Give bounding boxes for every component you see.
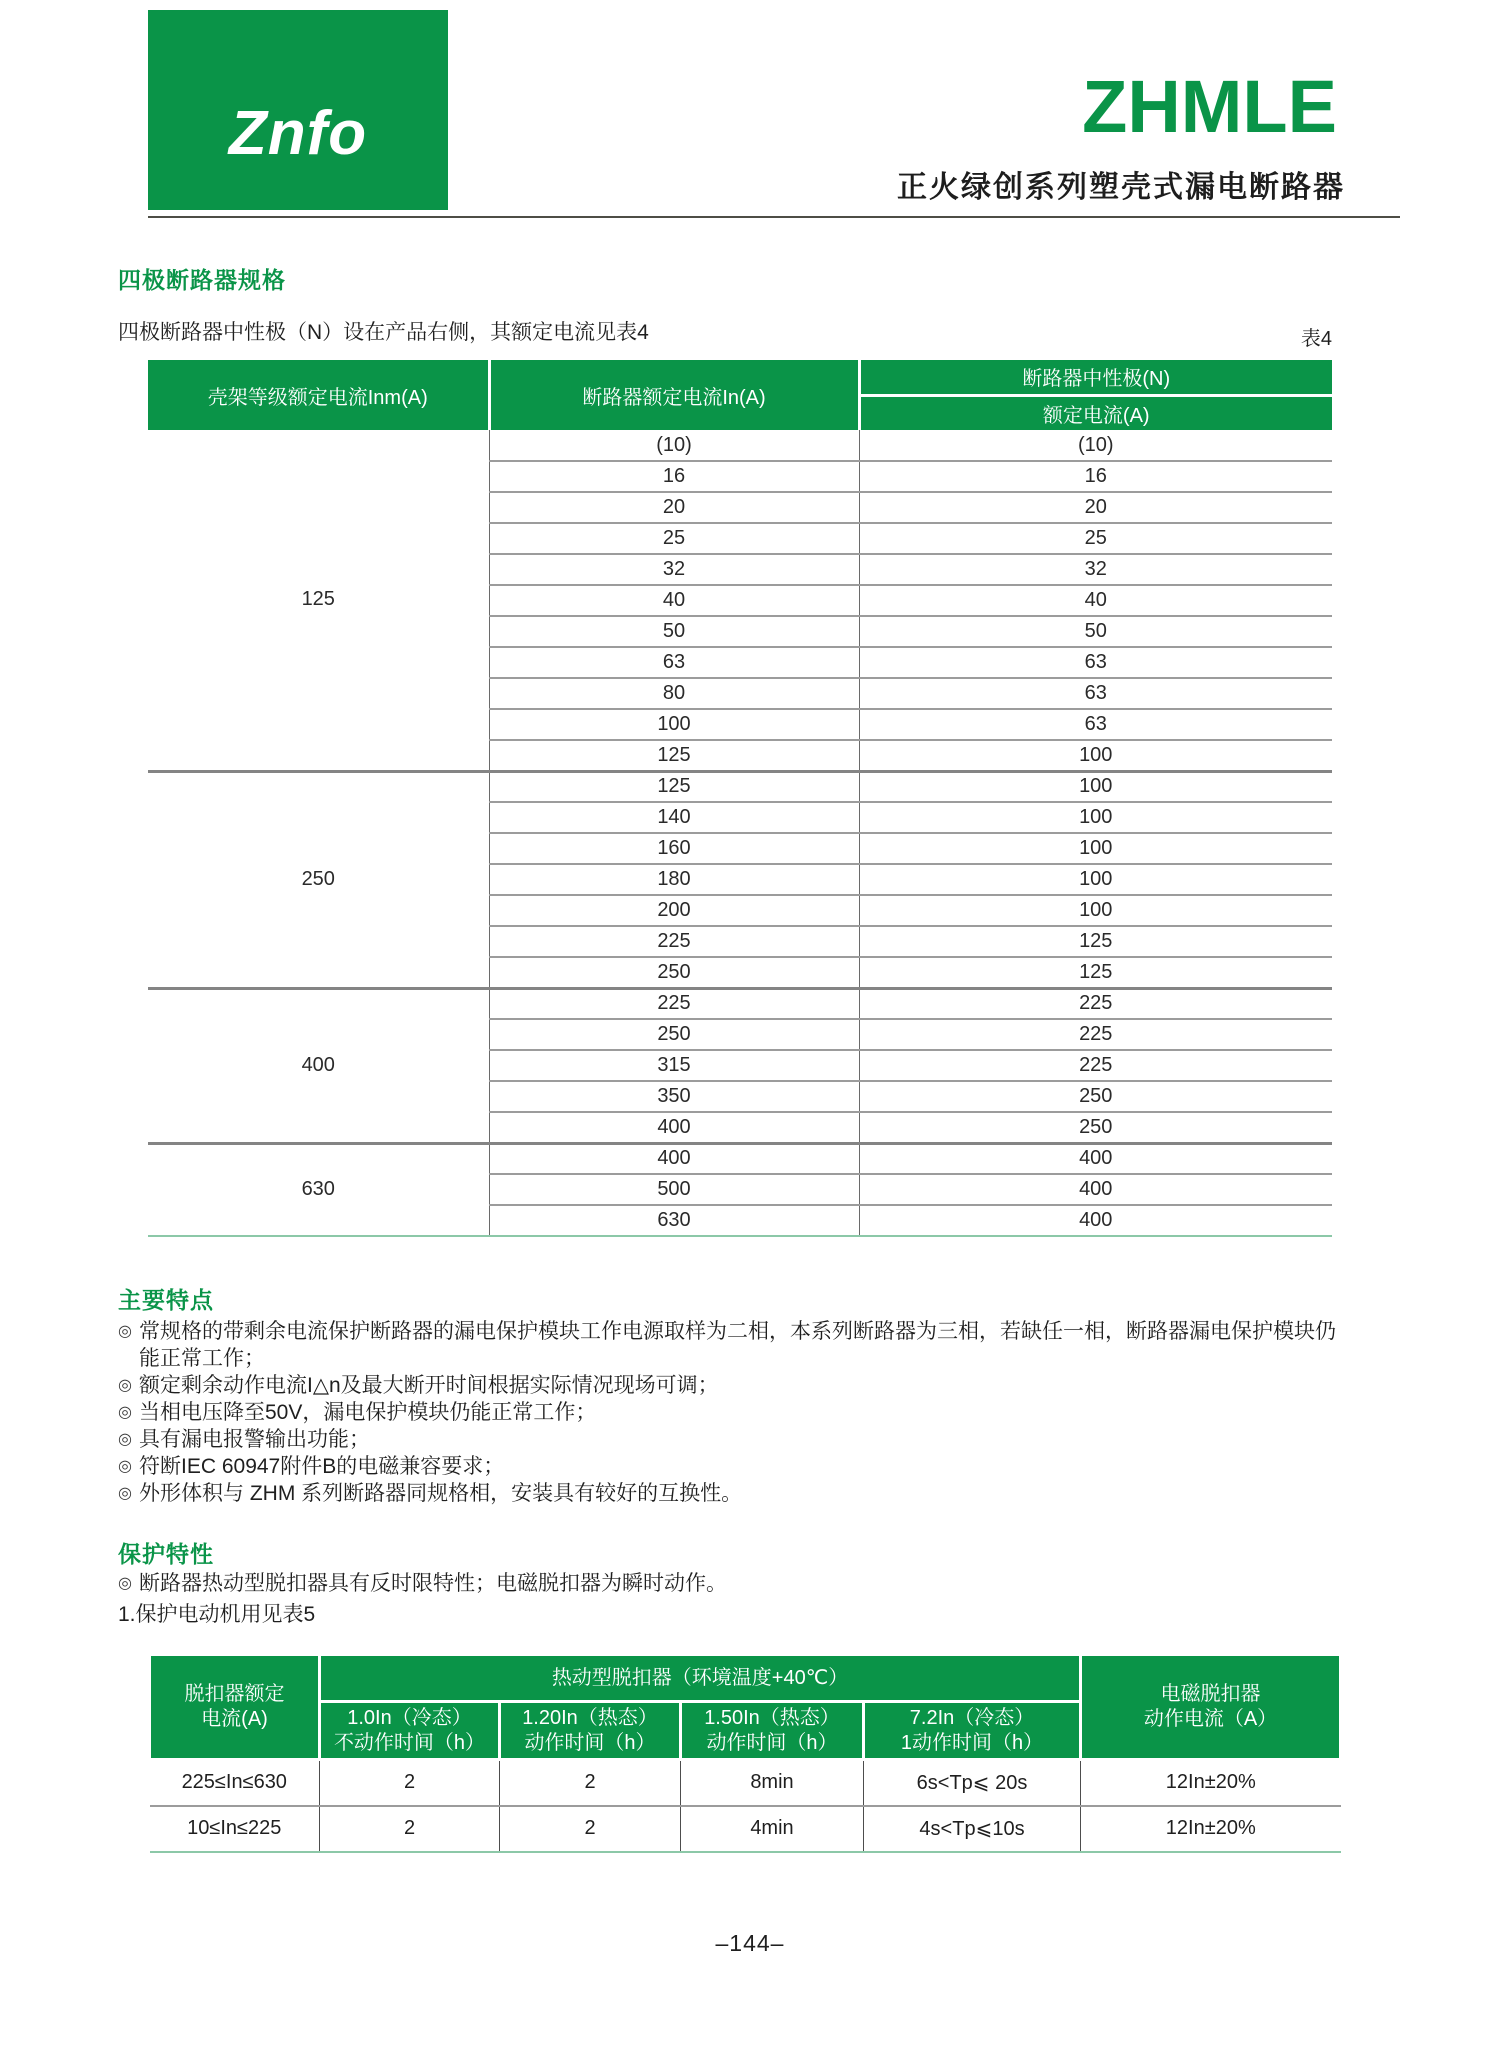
brand-logo-text: Znfo — [228, 99, 368, 168]
neutral-current-cell: 125 — [859, 957, 1332, 988]
bullet-icon: ◎ — [118, 1485, 132, 1502]
sub-header-1-0in — [320, 1702, 500, 1760]
feature-bullet — [118, 1372, 1348, 1399]
feature-bullet — [118, 1480, 1348, 1507]
feature-bullet — [118, 1453, 1348, 1480]
trip-value-cell: 6s<Tp⩽ 20s — [864, 1760, 1081, 1806]
protection-bullet-list — [118, 1570, 1348, 1597]
feature-bullet-text: 具有漏电报警输出功能； — [139, 1428, 370, 1451]
header-line: 脱扣器额定 — [184, 1683, 285, 1705]
rated-current-cell: 125 — [489, 771, 859, 802]
neutral-current-cell: 100 — [859, 802, 1332, 833]
trip-value-cell: 4s<Tp⩽10s — [864, 1806, 1081, 1852]
rated-current-cell: 250 — [489, 957, 859, 988]
neutral-current-cell: 63 — [859, 678, 1332, 709]
product-code: ZHMLE — [1082, 65, 1337, 148]
rated-current-cell: 400 — [489, 1143, 859, 1174]
trip-value-cell: 12In±20% — [1081, 1760, 1341, 1806]
header-line: 1.20In（热态） — [522, 1706, 658, 1729]
rated-current-cell: 225 — [489, 926, 859, 957]
rated-current-cell: 125 — [489, 740, 859, 771]
rated-current-cell: 80 — [489, 678, 859, 709]
neutral-current-cell: 100 — [859, 864, 1332, 895]
rated-current-cell: 16 — [489, 461, 859, 492]
col-header-neutral-rated-current: 额定电流(A) — [859, 395, 1332, 430]
header-line: 1动作时间（h） — [900, 1731, 1044, 1754]
neutral-current-cell: 225 — [859, 1050, 1332, 1081]
trip-value-cell: 10≤In≤225 — [150, 1806, 320, 1852]
rated-current-cell: 630 — [489, 1205, 859, 1236]
header-line: 1.50In（热态） — [704, 1706, 840, 1729]
bullet-icon: ◎ — [118, 1575, 132, 1592]
rated-current-cell: 225 — [489, 988, 859, 1019]
neutral-current-cell: 100 — [859, 833, 1332, 864]
feature-bullet-text: 常规格的带剩余电流保护断路器的漏电保护模块工作电源取样为二相，本系列断路器为三相，若缺任一相，断路器漏电保护模块仍能正常工作； — [139, 1320, 1336, 1370]
neutral-current-cell: 50 — [859, 616, 1332, 647]
header-line: 1.0In（冷态） — [347, 1706, 472, 1729]
group-header-thermal-release: 热动型脱扣器（环境温度+40℃） — [320, 1655, 1081, 1702]
product-subtitle: 正火绿创系列塑壳式漏电断路器 — [897, 171, 1345, 204]
trip-value-cell: 2 — [320, 1760, 500, 1806]
neutral-current-cell: (10) — [859, 430, 1332, 461]
rated-current-cell: 500 — [489, 1174, 859, 1205]
header-divider — [148, 216, 1400, 218]
frame-current-cell: 125 — [148, 430, 489, 771]
trip-value-cell: 4min — [681, 1806, 864, 1852]
section-title-protection: 保护特性 — [118, 1541, 214, 1567]
header-line: 电流(A) — [201, 1708, 268, 1730]
trip-table-body — [150, 1760, 1341, 1852]
rated-current-cell: 140 — [489, 802, 859, 833]
trip-table — [148, 1653, 1342, 1853]
neutral-current-cell: 400 — [859, 1205, 1332, 1236]
rated-current-cell: 350 — [489, 1081, 859, 1112]
page-number: –144– — [715, 1930, 785, 1956]
table-row — [148, 1143, 1332, 1174]
neutral-current-cell: 20 — [859, 492, 1332, 523]
header-line: 不动作时间（h） — [333, 1731, 486, 1754]
spec-table — [148, 360, 1332, 1237]
rated-current-cell: 63 — [489, 647, 859, 678]
protection-note: 1.保护电动机用见表5 — [118, 1603, 316, 1626]
rated-current-cell: 40 — [489, 585, 859, 616]
header-line: 动作电流（A） — [1143, 1708, 1278, 1730]
col-header-rated-current: 断路器额定电流In(A) — [489, 360, 859, 430]
header-line: 动作时间（h） — [524, 1731, 656, 1754]
neutral-current-cell: 32 — [859, 554, 1332, 585]
neutral-current-cell: 100 — [859, 895, 1332, 926]
neutral-current-cell: 400 — [859, 1143, 1332, 1174]
neutral-current-cell: 100 — [859, 771, 1332, 802]
col-header-magnetic-release — [1081, 1655, 1341, 1760]
trip-value-cell: 12In±20% — [1081, 1806, 1341, 1852]
trip-table-wrap — [148, 1653, 1342, 1853]
table-row — [148, 430, 1332, 461]
bullet-icon: ◎ — [118, 1377, 132, 1394]
frame-current-cell: 250 — [148, 771, 489, 988]
rated-current-cell: 250 — [489, 1019, 859, 1050]
rated-current-cell: 25 — [489, 523, 859, 554]
protection-bullet — [118, 1570, 1348, 1597]
rated-current-cell: 200 — [489, 895, 859, 926]
neutral-current-cell: 250 — [859, 1112, 1332, 1143]
table-row — [148, 771, 1332, 802]
feature-bullet-text: 外形体积与 ZHM 系列断路器同规格相，安装具有较好的互换性。 — [139, 1482, 743, 1505]
feature-bullet-text: 当相电压降至50V，漏电保护模块仍能正常工作； — [139, 1401, 597, 1424]
trip-value-cell: 2 — [500, 1760, 681, 1806]
bullet-icon: ◎ — [118, 1404, 132, 1421]
feature-list — [118, 1318, 1348, 1507]
rated-current-cell: 160 — [489, 833, 859, 864]
table-row — [150, 1760, 1341, 1806]
table4-label: 表4 — [1300, 328, 1332, 350]
section-title-features: 主要特点 — [118, 1287, 214, 1313]
bullet-icon: ◎ — [118, 1431, 132, 1448]
trip-value-cell: 2 — [500, 1806, 681, 1852]
rated-current-cell: 180 — [489, 864, 859, 895]
spec-table-wrap — [148, 360, 1332, 1237]
frame-current-cell: 400 — [148, 988, 489, 1143]
feature-bullet — [118, 1399, 1348, 1426]
section-title-spec: 四极断路器规格 — [118, 267, 286, 293]
neutral-current-cell: 100 — [859, 740, 1332, 771]
neutral-current-cell: 25 — [859, 523, 1332, 554]
neutral-current-cell: 16 — [859, 461, 1332, 492]
neutral-current-cell: 225 — [859, 988, 1332, 1019]
rated-current-cell: 100 — [489, 709, 859, 740]
sub-header-7-2in — [864, 1702, 1081, 1760]
neutral-current-cell: 63 — [859, 647, 1332, 678]
rated-current-cell: (10) — [489, 430, 859, 461]
trip-value-cell: 8min — [681, 1760, 864, 1806]
brand-logo — [148, 10, 448, 210]
rated-current-cell: 400 — [489, 1112, 859, 1143]
col-header-release-rated-current — [150, 1655, 320, 1760]
frame-current-cell: 630 — [148, 1143, 489, 1236]
header-line: 7.2In（冷态） — [909, 1706, 1035, 1729]
table-row — [148, 988, 1332, 1019]
sub-header-1-20in — [500, 1702, 681, 1760]
rated-current-cell: 50 — [489, 616, 859, 647]
neutral-current-cell: 225 — [859, 1019, 1332, 1050]
table-row — [150, 1806, 1341, 1852]
spec-table-body — [148, 430, 1332, 1236]
neutral-current-cell: 40 — [859, 585, 1332, 616]
neutral-current-cell: 400 — [859, 1174, 1332, 1205]
bullet-icon: ◎ — [118, 1458, 132, 1475]
header-line: 动作时间（h） — [706, 1731, 838, 1754]
rated-current-cell: 32 — [489, 554, 859, 585]
trip-value-cell: 2 — [320, 1806, 500, 1852]
neutral-current-cell: 125 — [859, 926, 1332, 957]
rated-current-cell: 315 — [489, 1050, 859, 1081]
protection-bullet-text: 断路器热动型脱扣器具有反时限特性；电磁脱扣器为瞬时动作。 — [139, 1572, 727, 1595]
sub-header-1-50in — [681, 1702, 864, 1760]
col-header-neutral-pole: 断路器中性极(N) — [859, 360, 1332, 395]
trip-value-cell: 225≤In≤630 — [150, 1760, 320, 1806]
header-line: 电磁脱扣器 — [1160, 1683, 1261, 1705]
spec-intro-text: 四极断路器中性极（N）设在产品右侧，其额定电流见表4 — [118, 321, 649, 344]
neutral-current-cell: 250 — [859, 1081, 1332, 1112]
trip-table-header — [150, 1655, 1341, 1760]
neutral-current-cell: 63 — [859, 709, 1332, 740]
feature-bullet — [118, 1426, 1348, 1453]
spec-table-header — [148, 360, 1332, 430]
rated-current-cell: 20 — [489, 492, 859, 523]
feature-bullet-text: 额定剩余动作电流I△n及最大断开时间根据实际情况现场可调； — [139, 1374, 719, 1397]
bullet-icon: ◎ — [118, 1323, 132, 1340]
col-header-frame-current: 壳架等级额定电流Inm(A) — [148, 360, 489, 430]
feature-bullet-text: 符断IEC 60947附件B的电磁兼容要求； — [139, 1455, 505, 1478]
feature-bullet — [118, 1318, 1348, 1372]
